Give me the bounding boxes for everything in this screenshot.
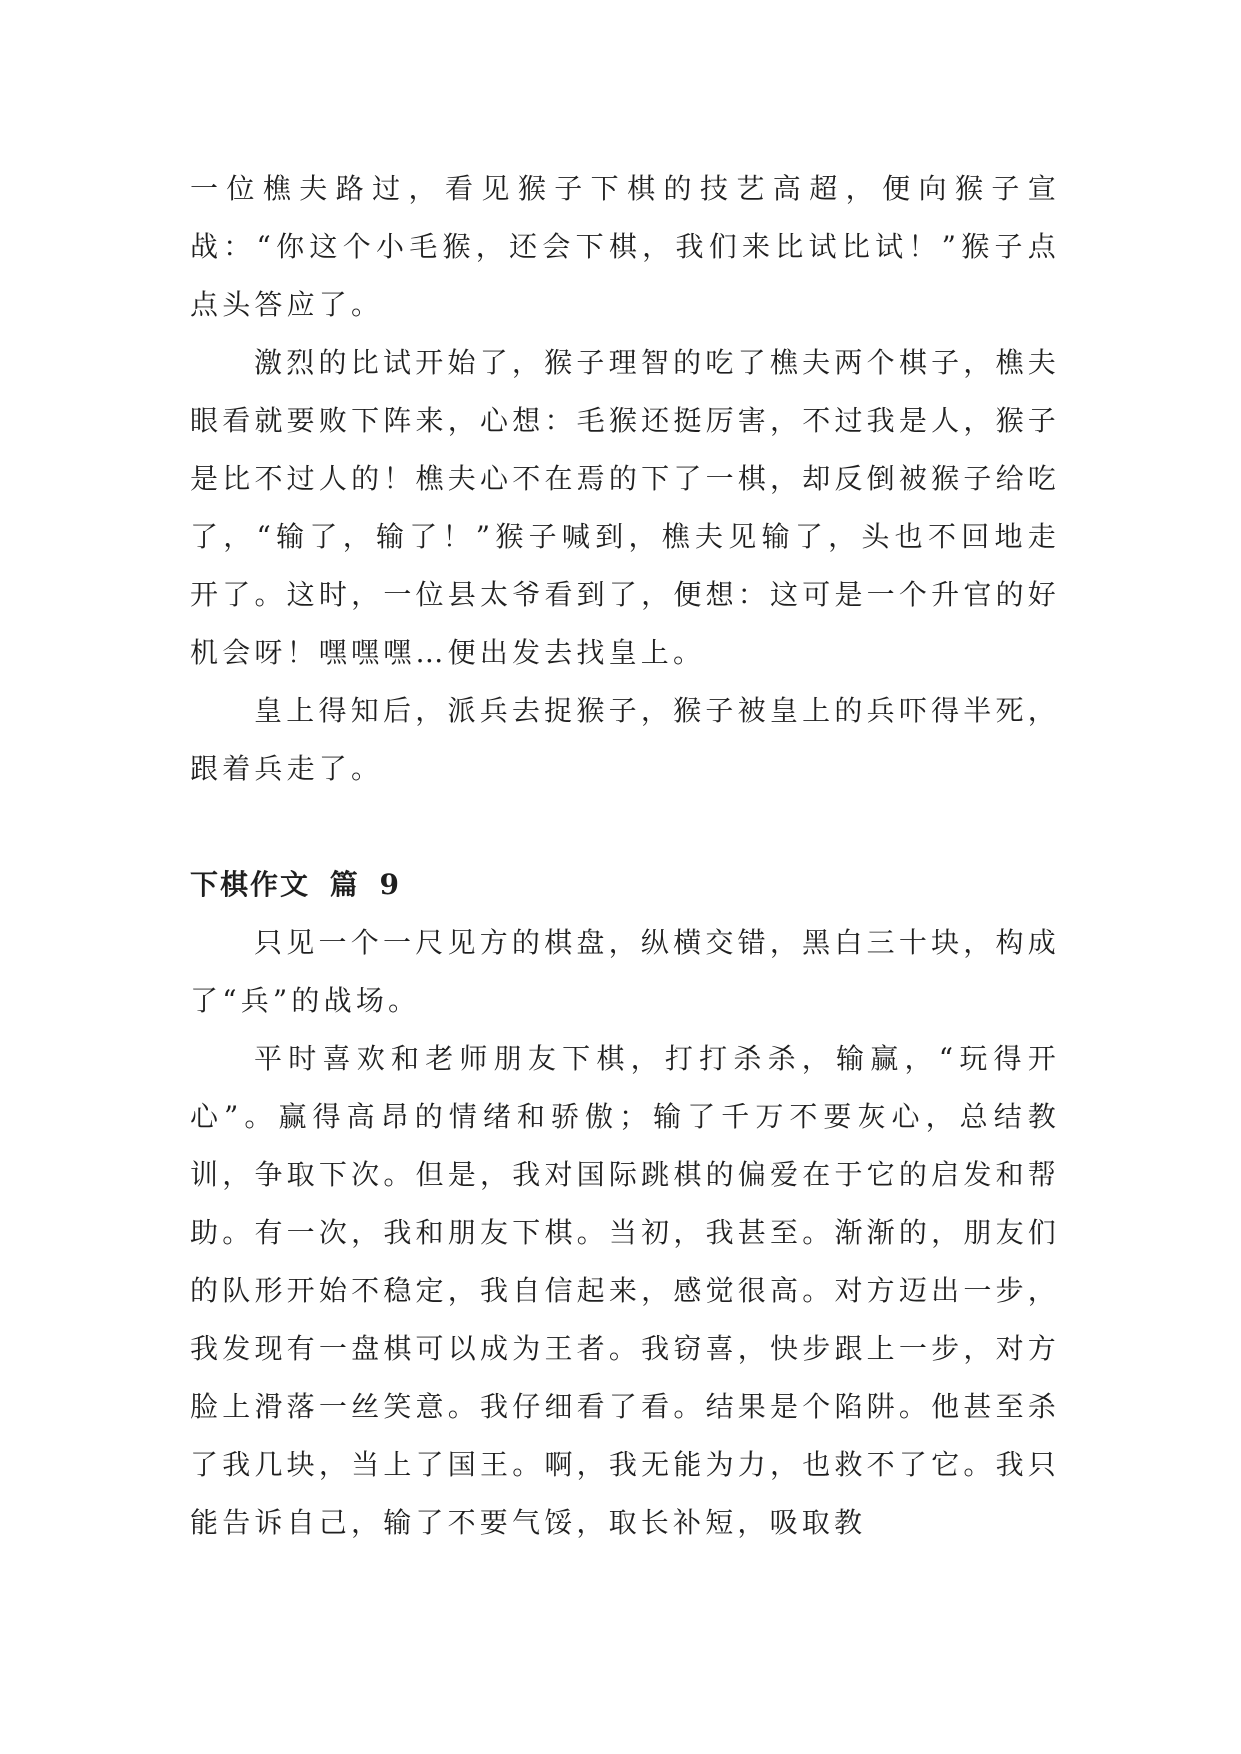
- paragraph-woodcutter-challenge: 一位樵夫路过，看见猴子下棋的技艺高超，便向猴子宣战：“你这个小毛猴，还会下棋，我们来比试比试！”猴子点点头答应了。: [190, 172, 1060, 321]
- paragraph-chessboard: 只见一个一尺见方的棋盘，纵横交错，黑白三十块，构成了“兵”的战场。: [190, 926, 1060, 1017]
- document-page: [190, 160, 1060, 1552]
- section-title: 下棋作文 篇 9: [190, 868, 401, 901]
- paragraph-playing-with-friends: 平时喜欢和老师朋友下棋，打打杀杀，输赢，“玩得开心”。赢得高昂的情绪和骄傲；输了千万不要灰心，总结教训，争取下次。但是，我对国际跳棋的偏爱在于它的启发和帮助。有一次，我和朋友下棋。当初，我甚至。渐渐的，朋友们的队形开始不稳定，我自信起来，感觉很高。对方迈出一步，我发现有一盘棋可以成为王者。我窃喜，快步跟上一步，对方脸上滑落一丝笑意。我仔细看了看。结果是个陷阱。他甚至杀了我几块，当上了国王。啊，我无能为力，也救不了它。我只能告诉自己，输了不要气馁，取长补短，吸取教: [190, 1042, 1060, 1539]
- paragraph-emperor: 皇上得知后，派兵去捉猴子，猴子被皇上的兵吓得半死，跟着兵走了。: [190, 694, 1060, 785]
- paragraph-match-begins: 激烈的比试开始了，猴子理智的吃了樵夫两个棋子，樵夫眼看就要败下阵来，心想：毛猴还挺厉害，不过我是人，猴子是比不过人的！樵夫心不在焉的下了一棋，却反倒被猴子给吃了，“输了，输了！”猴子喊到，樵夫见输了，头也不回地走开了。这时，一位县太爷看到了，便想：这可是一个升官的好机会呀！嘿嘿嘿…便出发去找皇上。: [190, 346, 1060, 669]
